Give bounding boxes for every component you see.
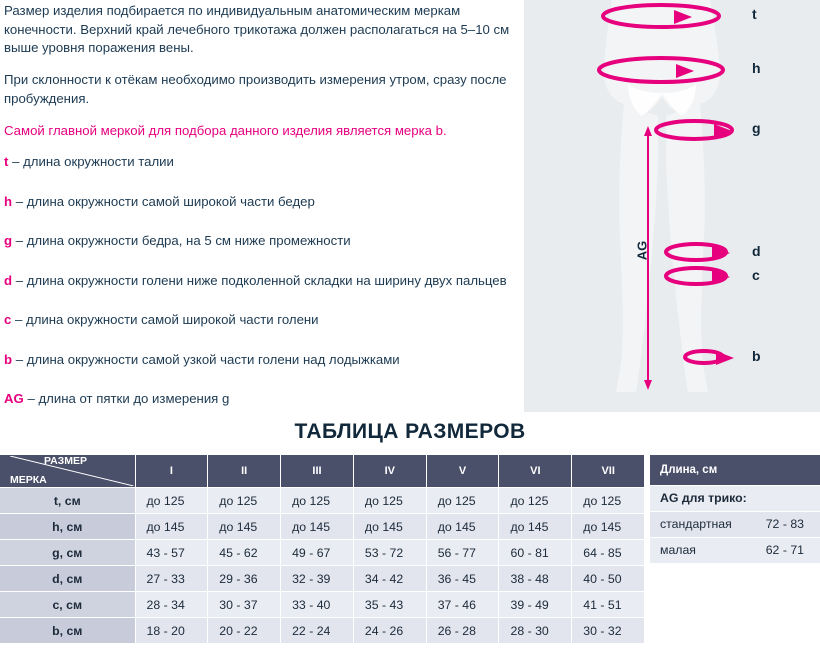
length-table <box>650 455 820 564</box>
cell-c-5: 37 - 46 <box>426 592 499 618</box>
size-table <box>0 455 645 644</box>
length-row-standard <box>650 511 820 537</box>
row-label-h: h, см <box>0 514 135 540</box>
column-header-5: V <box>426 455 499 488</box>
legend-key-c: c <box>4 312 12 328</box>
cell-t-1: до 125 <box>135 488 208 514</box>
length-value-small: 62 - 71 <box>750 537 820 563</box>
cell-h-4: до 145 <box>353 514 426 540</box>
table-row <box>0 540 645 566</box>
intro-paragraph-2: При склонности к отёкам необходимо производить измерения утром, сразу после пробуждения. <box>4 72 507 106</box>
legend-key-t: t <box>4 154 9 170</box>
cell-c-3: 33 - 40 <box>281 592 354 618</box>
table-header-row <box>0 455 645 488</box>
row-label-c: c, см <box>0 592 135 618</box>
cell-g-6: 60 - 81 <box>499 540 572 566</box>
legend-key-ag: AG <box>4 391 24 407</box>
legend-text-ag: – длина от пятки до измерения g <box>27 391 230 407</box>
column-header-6: VI <box>499 455 572 488</box>
column-header-4: IV <box>353 455 426 488</box>
row-label-g: g, см <box>0 540 135 566</box>
measurement-legend <box>4 2 524 430</box>
cell-b-6: 28 - 30 <box>499 618 572 644</box>
cell-g-4: 53 - 72 <box>353 540 426 566</box>
cell-b-2: 20 - 22 <box>208 618 281 644</box>
cell-b-4: 24 - 26 <box>353 618 426 644</box>
legend-key-d: d <box>4 272 13 288</box>
figure-label-t: t <box>752 6 757 22</box>
length-table-header-row <box>650 455 820 485</box>
legend-text-d: – длина окружности голени ниже подколенной складки на ширину двух пальцев <box>15 272 507 288</box>
legend-text-g: – длина окружности бедра, на 5 см ниже промежности <box>15 233 351 249</box>
cell-d-5: 36 - 45 <box>426 566 499 592</box>
cell-h-5: до 145 <box>426 514 499 540</box>
length-table-header: Длина, см <box>650 455 820 485</box>
cell-c-7: 41 - 51 <box>572 592 645 618</box>
cell-d-7: 40 - 50 <box>572 566 645 592</box>
cell-g-2: 45 - 62 <box>208 540 281 566</box>
body-diagram <box>524 0 820 412</box>
length-subheader-row <box>650 485 820 511</box>
cell-h-2: до 145 <box>208 514 281 540</box>
figure-label-h: h <box>752 60 761 76</box>
page-title: ТАБЛИЦА РАЗМЕРОВ <box>294 420 526 443</box>
legend-item-b <box>4 351 524 369</box>
cell-b-3: 22 - 24 <box>281 618 354 644</box>
length-value-standard: 72 - 83 <box>750 511 820 537</box>
cell-h-3: до 145 <box>281 514 354 540</box>
cell-b-1: 18 - 20 <box>135 618 208 644</box>
legend-item-ag <box>4 390 524 408</box>
figure-label-d: d <box>752 243 761 259</box>
figure-label-g: g <box>752 120 761 136</box>
row-label-d: d, см <box>0 566 135 592</box>
table-row <box>0 566 645 592</box>
length-row-small <box>650 537 820 563</box>
column-header-1: I <box>135 455 208 488</box>
cell-d-6: 38 - 48 <box>499 566 572 592</box>
corner-measure-label: МЕРКА <box>10 474 47 486</box>
legend-text-h: – длина окружности самой широкой части бедер <box>15 193 315 209</box>
cell-d-2: 29 - 36 <box>208 566 281 592</box>
length-label-small: малая <box>650 537 750 563</box>
length-subheader: AG для трико: <box>650 485 820 511</box>
cell-c-4: 35 - 43 <box>353 592 426 618</box>
figure-label-b: b <box>752 348 761 364</box>
table-row <box>0 488 645 514</box>
cell-h-7: до 145 <box>572 514 645 540</box>
legend-key-h: h <box>4 193 13 209</box>
legend-item-d <box>4 272 524 290</box>
figure-label-c: c <box>752 267 760 283</box>
cell-t-7: до 125 <box>572 488 645 514</box>
cell-g-7: 64 - 85 <box>572 540 645 566</box>
cell-b-7: 30 - 32 <box>572 618 645 644</box>
cell-t-6: до 125 <box>499 488 572 514</box>
legend-text-b: – длина окружности самой узкой части голени над лодыжками <box>15 351 400 367</box>
table-row <box>0 618 645 644</box>
length-label-standard: стандартная <box>650 511 750 537</box>
legend-text-c: – длина окружности самой широкой части голени <box>15 312 319 328</box>
cell-t-5: до 125 <box>426 488 499 514</box>
column-header-3: III <box>281 455 354 488</box>
row-label-b: b, см <box>0 618 135 644</box>
intro-highlight: Самой главной меркой для подбора данного изделия является мерка b. <box>4 122 447 138</box>
legend-key-g: g <box>4 233 13 249</box>
legend-item-c <box>4 311 524 329</box>
cell-c-2: 30 - 37 <box>208 592 281 618</box>
cell-d-4: 34 - 42 <box>353 566 426 592</box>
cell-g-5: 56 - 77 <box>426 540 499 566</box>
legend-item-t <box>4 153 524 171</box>
table-corner-header <box>0 455 135 488</box>
cell-g-1: 43 - 57 <box>135 540 208 566</box>
corner-size-label: РАЗМЕР <box>44 455 87 467</box>
cell-c-1: 28 - 34 <box>135 592 208 618</box>
column-header-7: VII <box>572 455 645 488</box>
cell-t-3: до 125 <box>281 488 354 514</box>
cell-t-4: до 125 <box>353 488 426 514</box>
legend-text-t: – длина окружности талии <box>12 154 174 170</box>
ag-measure-label: AG <box>634 240 650 261</box>
legend-item-g <box>4 232 524 250</box>
legend-item-h <box>4 193 524 211</box>
row-label-t: t, см <box>0 488 135 514</box>
cell-d-3: 32 - 39 <box>281 566 354 592</box>
body-illustration <box>524 0 820 412</box>
legend-key-b: b <box>4 351 13 367</box>
cell-h-6: до 145 <box>499 514 572 540</box>
table-row <box>0 592 645 618</box>
cell-c-6: 39 - 49 <box>499 592 572 618</box>
cell-h-1: до 145 <box>135 514 208 540</box>
cell-b-5: 26 - 28 <box>426 618 499 644</box>
cell-g-3: 49 - 67 <box>281 540 354 566</box>
intro-paragraph-1: Размер изделия подбирается по индивидуальным анатомическим меркам конечности. Верхний край лечебного трикотажа должен располагаться на 5–10 см выше уровня поражения вены. <box>4 3 510 56</box>
cell-t-2: до 125 <box>208 488 281 514</box>
cell-d-1: 27 - 33 <box>135 566 208 592</box>
table-row <box>0 514 645 540</box>
column-header-2: II <box>208 455 281 488</box>
